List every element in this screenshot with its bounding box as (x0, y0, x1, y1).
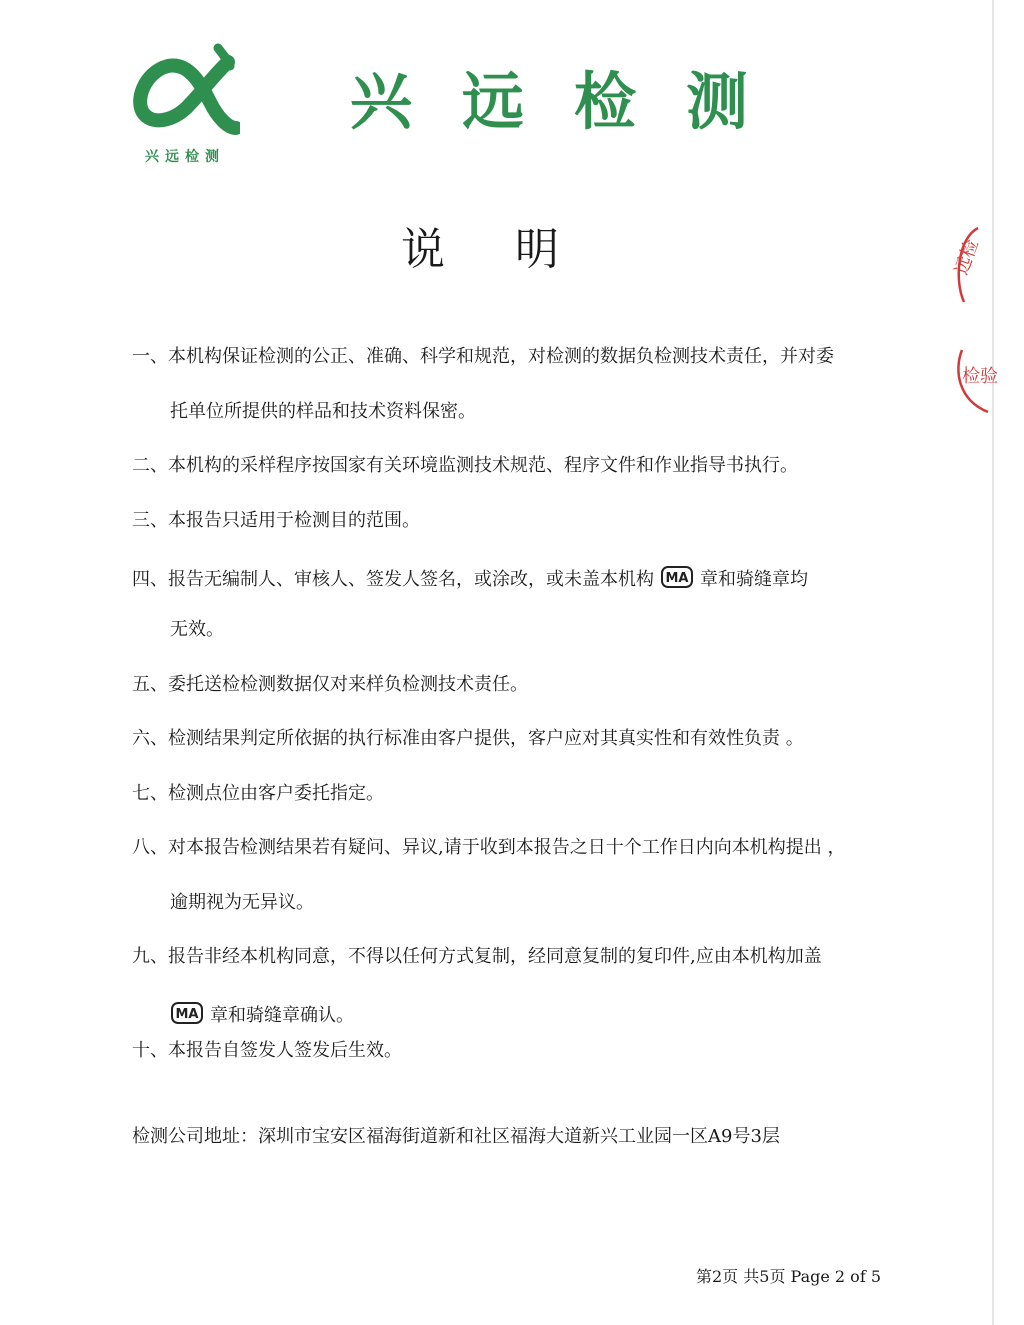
item-text: 检测点位由客户委托指定。 (168, 783, 384, 804)
company-logo (130, 42, 240, 167)
logo-caption: 兴远检测 (145, 149, 225, 165)
item-number: 一、 (132, 346, 168, 367)
item-number: 六、 (132, 728, 168, 749)
item-number: 五、 (132, 674, 168, 695)
item-text-continuation: 逾期视为无异议。 (170, 892, 314, 913)
item-text: 章和骑缝章确认。 (210, 1005, 354, 1026)
item-text: 对本报告检测结果若有疑问、异议,请于收到本报告之日十个工作日内向本机构提出 ， (168, 837, 846, 858)
item-number: 九、 (132, 946, 168, 967)
item-number: 十、 (132, 1040, 168, 1061)
list-item (132, 674, 902, 696)
item-text: 委托送检检测数据仅对来样负检测技术责任。 (168, 674, 528, 695)
item-number: 三、 (132, 510, 168, 531)
page-number: 第2页 共5页 Page 2 of 5 (696, 1267, 882, 1286)
item-text: 本报告只适用于检测目的范围。 (168, 510, 420, 531)
company-address: 检测公司地址：深圳市宝安区福海街道新和社区福海大道新兴工业园一区A9号3层 (132, 1126, 780, 1147)
svg-text:检验: 检验 (962, 366, 998, 387)
list-item (132, 510, 902, 532)
item-text: 报告无编制人、审核人、签发人签名，或涂改，或未盖本机构 (168, 569, 654, 590)
item-text: 本报告自签发人签发后生效。 (168, 1040, 402, 1061)
item-text: 报告非经本机构同意，不得以任何方式复制，经同意复制的复印件,应由本机构加盖 (168, 946, 822, 967)
brand-title: 兴远检测 (350, 65, 799, 138)
item-number: 七、 (132, 783, 168, 804)
svg-text:MA: MA (665, 571, 689, 586)
item-text-continuation (170, 1000, 354, 1032)
list-item (132, 1040, 902, 1062)
item-text: 本机构的采样程序按国家有关环境监测技术规范、程序文件和作业指导书执行。 (168, 455, 798, 476)
item-number: 四、 (132, 569, 168, 590)
cma-mark-icon (660, 564, 694, 596)
item-text: 章和骑缝章均 (700, 569, 808, 590)
list-item (132, 946, 902, 968)
item-text: 本机构保证检测的公正、准确、科学和规范，对检测的数据负检测技术责任，并对委 (168, 346, 834, 367)
list-item (132, 837, 902, 859)
list-item (132, 728, 902, 750)
item-text: 检测结果判定所依据的执行标准由客户提供，客户应对其真实性和有效性负责 。 (168, 728, 804, 749)
item-text-continuation: 托单位所提供的样品和技术资料保密。 (170, 401, 476, 422)
document-title: 说明 (401, 224, 629, 275)
svg-text:远检: 远检 (950, 236, 984, 278)
list-item (132, 564, 902, 596)
logo-alpha-icon (130, 42, 240, 142)
seal-stamp (938, 220, 998, 420)
cma-mark-icon (170, 1000, 204, 1032)
item-text-continuation: 无效。 (170, 619, 224, 640)
list-item (132, 783, 902, 805)
page-edge (992, 0, 994, 1325)
item-number: 八、 (132, 837, 168, 858)
list-item (132, 346, 902, 368)
list-item (132, 455, 902, 477)
svg-text:MA: MA (175, 1007, 199, 1022)
item-number: 二、 (132, 455, 168, 476)
